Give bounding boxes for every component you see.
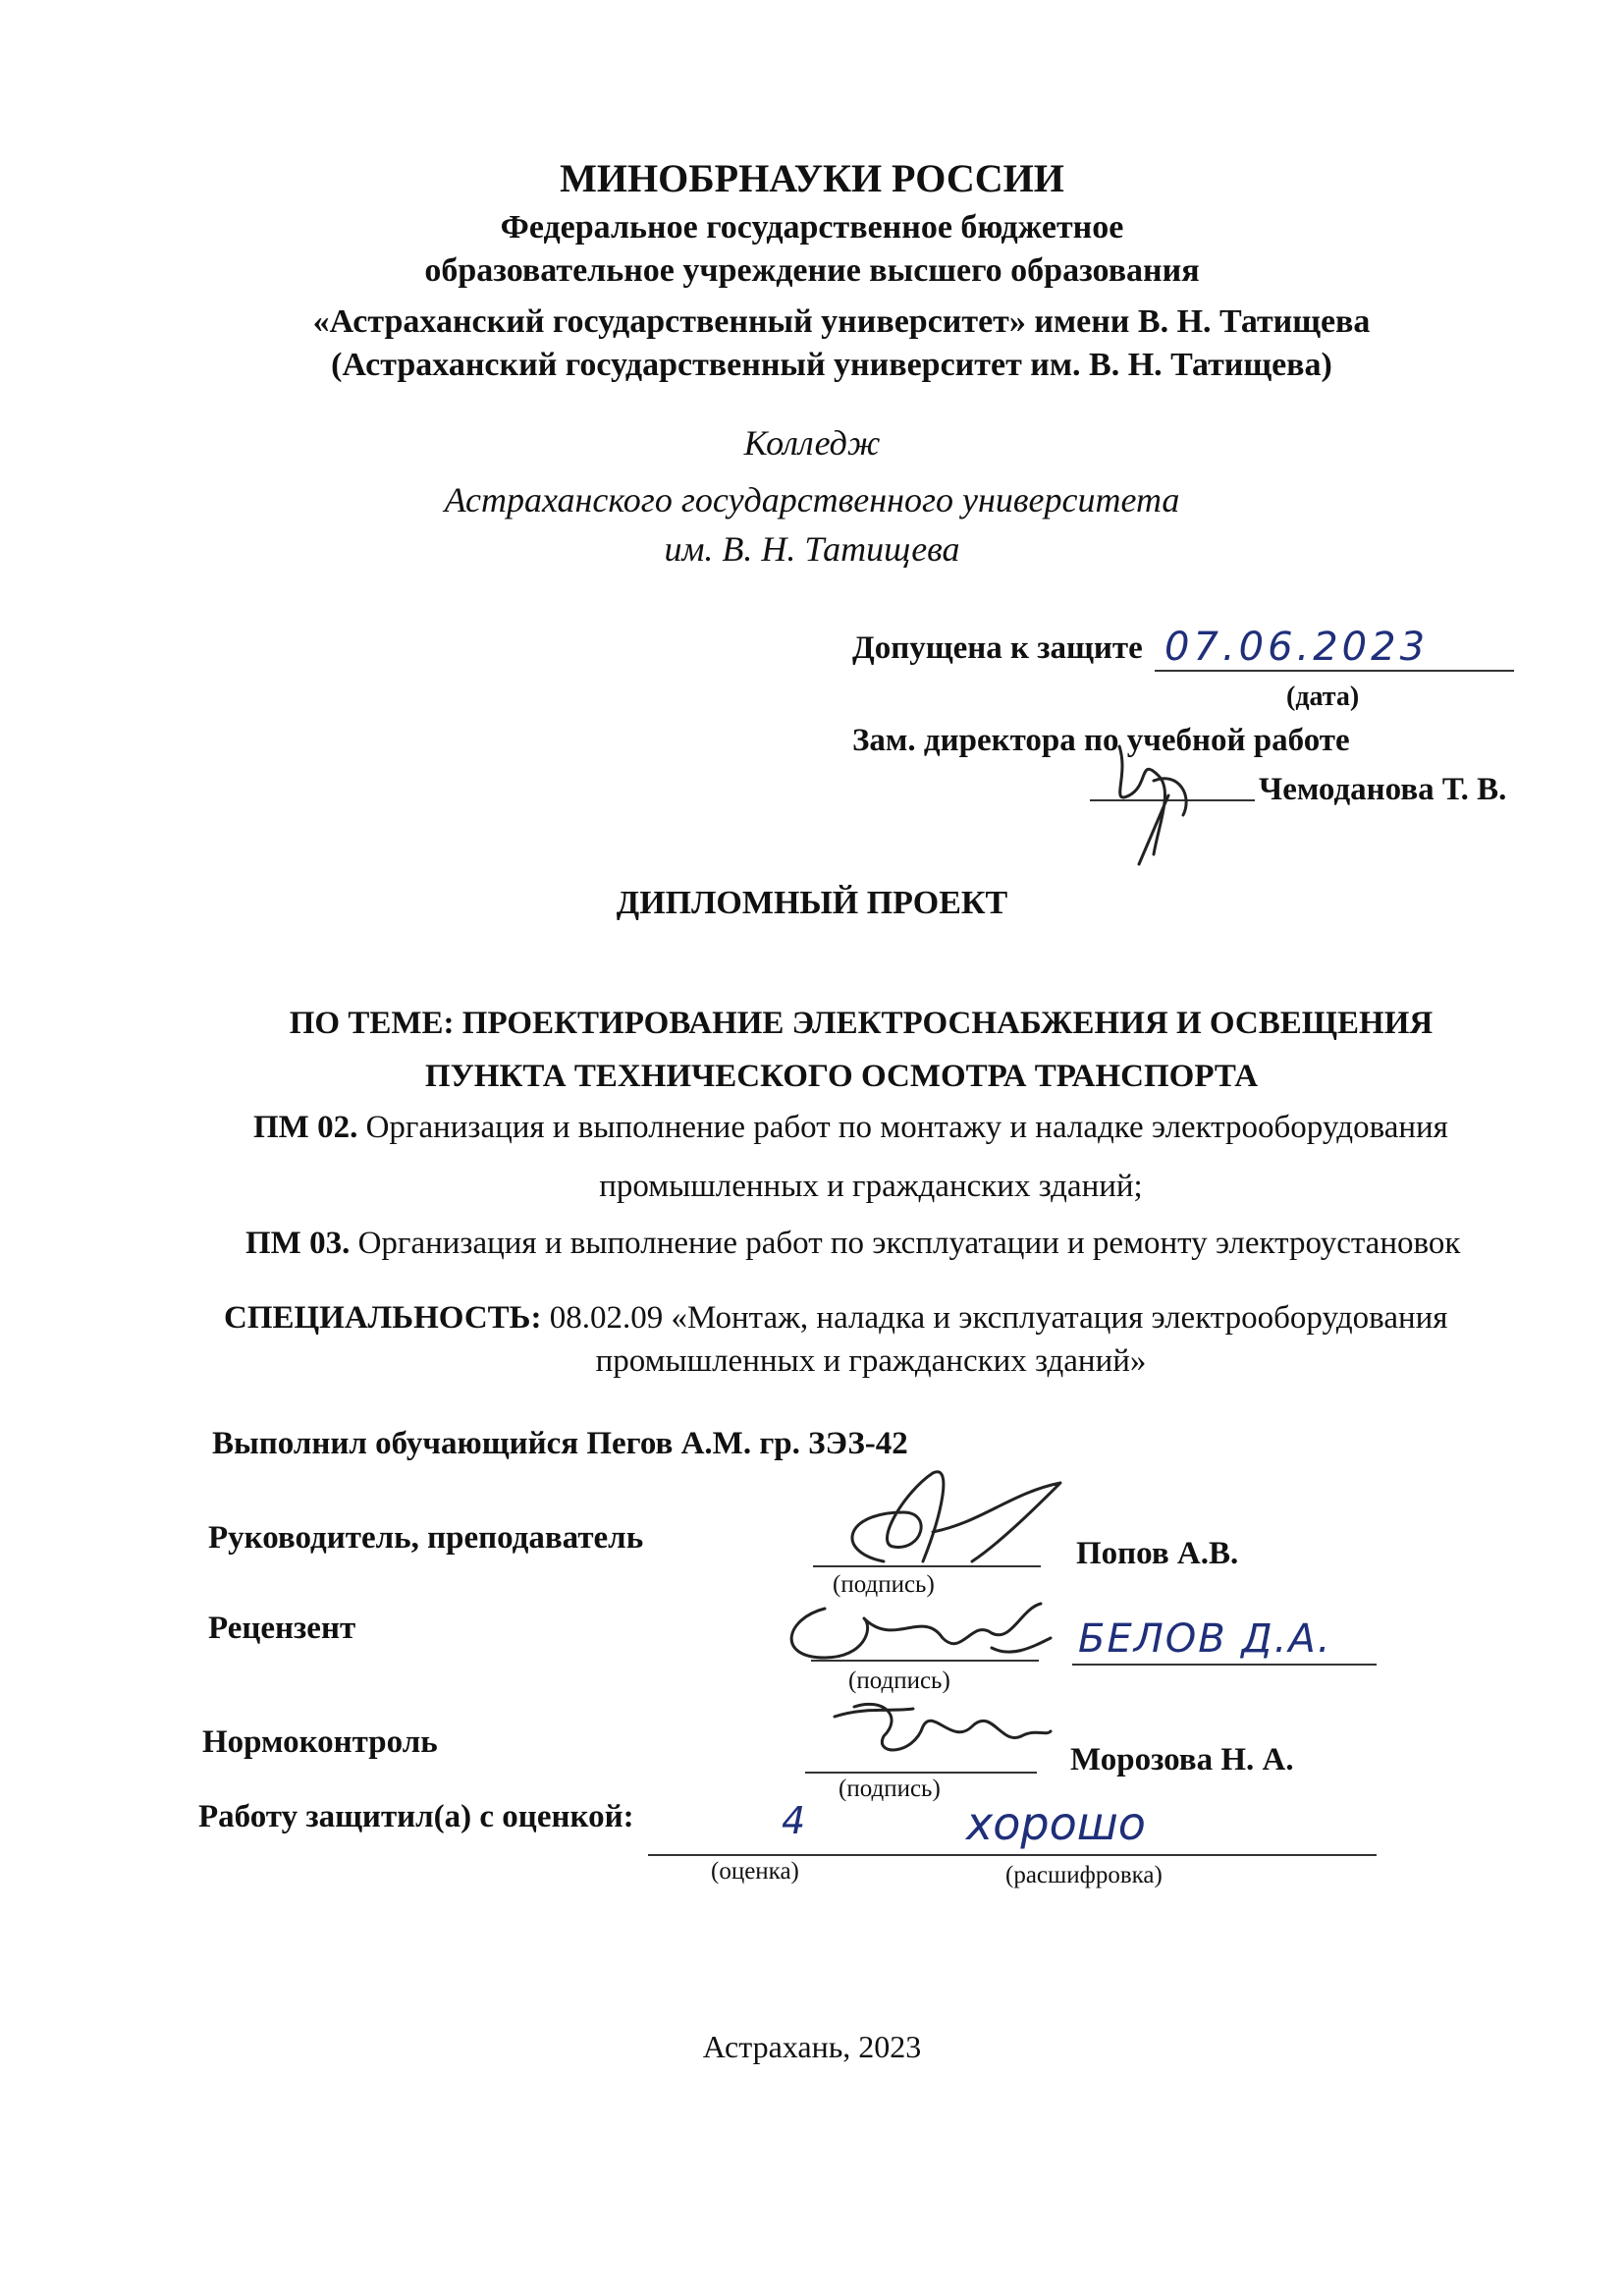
score-caption: (оценка) [711, 1858, 799, 1885]
deputy-name: Чемоданова Т. В. [1259, 772, 1507, 807]
supervisor-label: Руководитель, преподаватель [208, 1520, 644, 1556]
normcontrol-name: Морозова Н. А. [1070, 1742, 1294, 1777]
date-caption: (дата) [1286, 682, 1360, 712]
pm02-line-2: промышленных и гражданских зданий; [599, 1169, 1143, 1204]
header-line-4: (Астраханский государственный университет им. В. Н. Татищева) [331, 347, 1332, 383]
pm02-code: ПМ 02. [253, 1110, 358, 1145]
project-type: ДИПЛОМНЫЙ ПРОЕКТ [616, 885, 1008, 921]
deputy-title: Зам. директора по учебной работе [852, 723, 1350, 758]
city-year: Астрахань, 2023 [702, 2029, 922, 2064]
deputy-signature [1100, 737, 1218, 874]
topic-line-2: ПУНКТА ТЕХНИЧЕСКОГО ОСМОТРА ТРАНСПОРТА [424, 1059, 1259, 1094]
pm03-line [245, 1224, 1591, 1263]
specialty-line [224, 1298, 1598, 1338]
grade-score: 4 [782, 1799, 806, 1842]
normcontrol-label: Нормоконтроль [202, 1724, 438, 1760]
specialty-text: 08.02.09 «Монтаж, наладка и эксплуатация электрооборудования [549, 1300, 1448, 1336]
reviewer-signature-caption: (подпись) [848, 1667, 950, 1694]
grade-label: Работу защитил(а) с оценкой: [198, 1799, 634, 1834]
topic-line-1: ПО ТЕМЕ: ПРОЕКТИРОВАНИЕ ЭЛЕКТРОСНАБЖЕНИЯ И ОСВЕЩЕНИЯ [289, 1006, 1434, 1041]
ministry-title: МИНОБРНАУКИ РОССИИ [560, 156, 1064, 200]
reviewer-name-line [1072, 1664, 1377, 1666]
college-line-3: им. В. Н. Татищева [664, 529, 960, 569]
normcontrol-signature-caption: (подпись) [839, 1776, 941, 1802]
supervisor-signature-caption: (подпись) [833, 1571, 935, 1598]
pm02-text: Организация и выполнение работ по монтажу и наладке электрооборудования [365, 1110, 1448, 1145]
header-line-1: Федеральное государственное бюджетное [500, 209, 1124, 246]
normcontrol-signature [825, 1687, 1060, 1785]
reviewer-label: Рецензент [208, 1611, 356, 1646]
grade-word: хорошо [966, 1797, 1146, 1850]
reviewer-name: БЕЛОВ Д.А. [1078, 1616, 1332, 1662]
supervisor-name: Попов А.В. [1076, 1536, 1239, 1571]
pm03-code: ПМ 03. [245, 1226, 351, 1261]
word-caption: (расшифровка) [1005, 1862, 1163, 1888]
admitted-label: Допущена к защите [852, 630, 1143, 666]
specialty-label: СПЕЦИАЛЬНОСТЬ: [224, 1300, 542, 1336]
reviewer-signature [766, 1589, 1060, 1677]
pm03-text: Организация и выполнение работ по эксплуатации и ремонту электроустановок [357, 1226, 1461, 1261]
specialty-line-2: промышленных и гражданских зданий» [595, 1343, 1147, 1379]
admitted-date-line [1155, 670, 1514, 672]
performed-by: Выполнил обучающийся Пегов А.М. гр. ЗЭЗ-42 [212, 1426, 908, 1461]
header-line-3: «Астраханский государственный университет» имени В. Н. Татищева [312, 303, 1371, 340]
college-line-2: Астраханского государственного университета [444, 480, 1180, 519]
header-line-2: образовательное учреждение высшего образования [424, 252, 1200, 289]
grade-line [648, 1854, 1377, 1856]
college-line-1: Колледж [743, 423, 881, 463]
supervisor-signature [815, 1453, 1080, 1591]
admitted-date: 07.06.2023 [1164, 625, 1430, 670]
pm02-line [253, 1108, 1569, 1147]
